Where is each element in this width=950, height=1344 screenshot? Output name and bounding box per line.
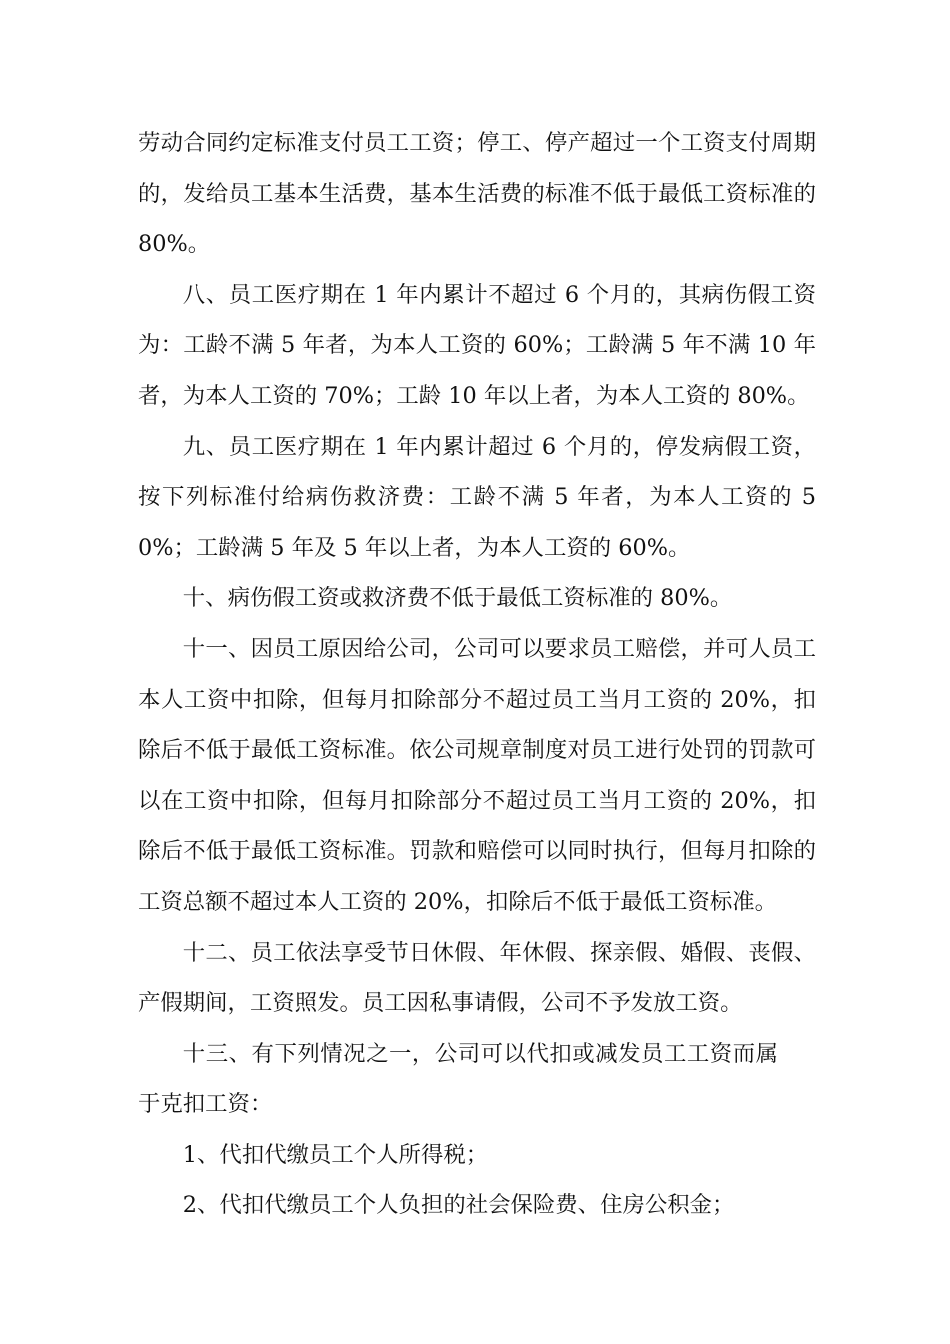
paragraph-article-11: 十一、因员工原因给公司，公司可以要求员工赔偿，并可人员工本人工资中扣除，但每月扣除部分不超过员工当月工资的 20%，扣除后不低于最低工资标准。依公司规章制度对员工进行处罚的罚款可以在工资中扣除，但每月扣除部分不超过员工当月工资的 20%，扣除后不低于最低工资标准。罚款和赔偿可以同时执行，但每月扣除的工资总额不超过本人工资的 20%，扣除后不低于最低工资标准。 [138,635,816,915]
paragraph-article-10: 十、病伤假工资或救济费不低于最低工资标准的 80%。 [182,585,733,612]
paragraph-article-9: 九、员工医疗期在 1 年内累计超过 6 个月的，停发病假工资，按下列标准付给病伤救济费：工龄不满 5 年者，为本人工资的 50%；工龄满 5 年及 5 年以上者，为本人工资的 60%。 [138,433,816,561]
paragraph-article-13: 十三、有下列情况之一，公司可以代扣或减发员工工资而属于克扣工资： [138,1040,778,1118]
list-item-13-1: 1、代扣代缴员工个人所得税； [182,1141,489,1168]
paragraph-article-12: 十二、员工依法享受节日休假、年休假、探亲假、婚假、丧假、产假期间，工资照发。员工因私事请假，公司不予发放工资。 [138,939,816,1017]
paragraph-article-8: 八、员工医疗期在 1 年内累计不超过 6 个月的，其病伤假工资为：工龄不满 5 年者，为本人工资的 60%；工龄满 5 年不满 10 年者，为本人工资的 70%；工龄 10 年以上者，为本人工资的 80%。 [138,281,816,409]
document-page [138,118,816,1231]
paragraph-continuation: 劳动合同约定标准支付员工工资；停工、停产超过一个工资支付周期的，发给员工基本生活费，基本生活费的标准不低于最低工资标准的80%。 [138,130,816,258]
list-item-13-2: 2、代扣代缴员工个人负担的社会保险费、住房公积金； [182,1192,735,1219]
